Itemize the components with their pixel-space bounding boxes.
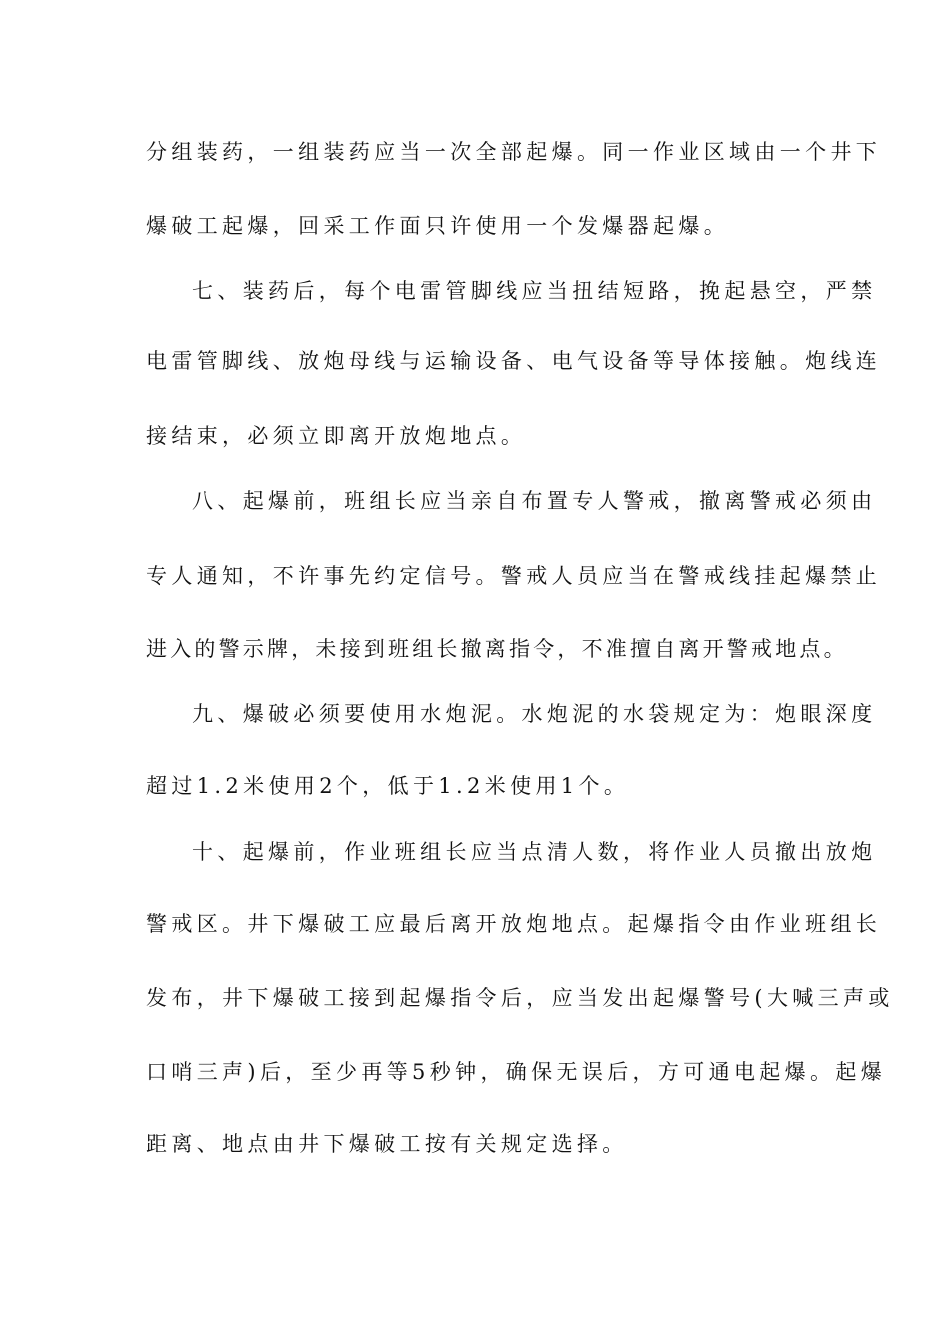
text-line-2: 爆破工起爆，回采工作面只许使用一个发爆器起爆。: [146, 214, 730, 238]
text-line-4: 电雷管脚线、放炮母线与运输设备、电气设备等导体接触。炮线连: [146, 349, 882, 373]
text-line-15: 距离、地点由井下爆破工按有关规定选择。: [146, 1132, 628, 1156]
text-line-7: 专人通知，不许事先约定信号。警戒人员应当在警戒线挂起爆禁止: [146, 564, 882, 588]
text-line-9: 九、爆破必须要使用水炮泥。水炮泥的水袋规定为：炮眼深度: [192, 702, 877, 726]
text-line-11: 十、起爆前，作业班组长应当点清人数，将作业人员撤出放炮: [192, 840, 877, 864]
text-line-5: 接结束，必须立即离开放炮地点。: [146, 424, 527, 448]
text-line-8: 进入的警示牌，未接到班组长撤离指令，不准擅自离开警戒地点。: [146, 637, 848, 661]
text-line-10: 超过1.2米使用2个，低于1.2米使用1个。: [146, 774, 630, 798]
text-line-12: 警戒区。井下爆破工应最后离开放炮地点。起爆指令由作业班组长: [146, 912, 882, 936]
text-line-3: 七、装药后，每个电雷管脚线应当扭结短路，挽起悬空，严禁: [192, 279, 877, 303]
text-line-1: 分组装药，一组装药应当一次全部起爆。同一作业区域由一个井下: [146, 140, 882, 164]
text-line-14: 口哨三声)后，至少再等5秒钟，确保无误后，方可通电起爆。起爆: [146, 1060, 887, 1084]
text-line-6: 八、起爆前，班组长应当亲自布置专人警戒，撤离警戒必须由: [192, 489, 877, 513]
text-line-13: 发布，井下爆破工接到起爆指令后，应当发出起爆警号(大喊三声或: [146, 986, 894, 1010]
